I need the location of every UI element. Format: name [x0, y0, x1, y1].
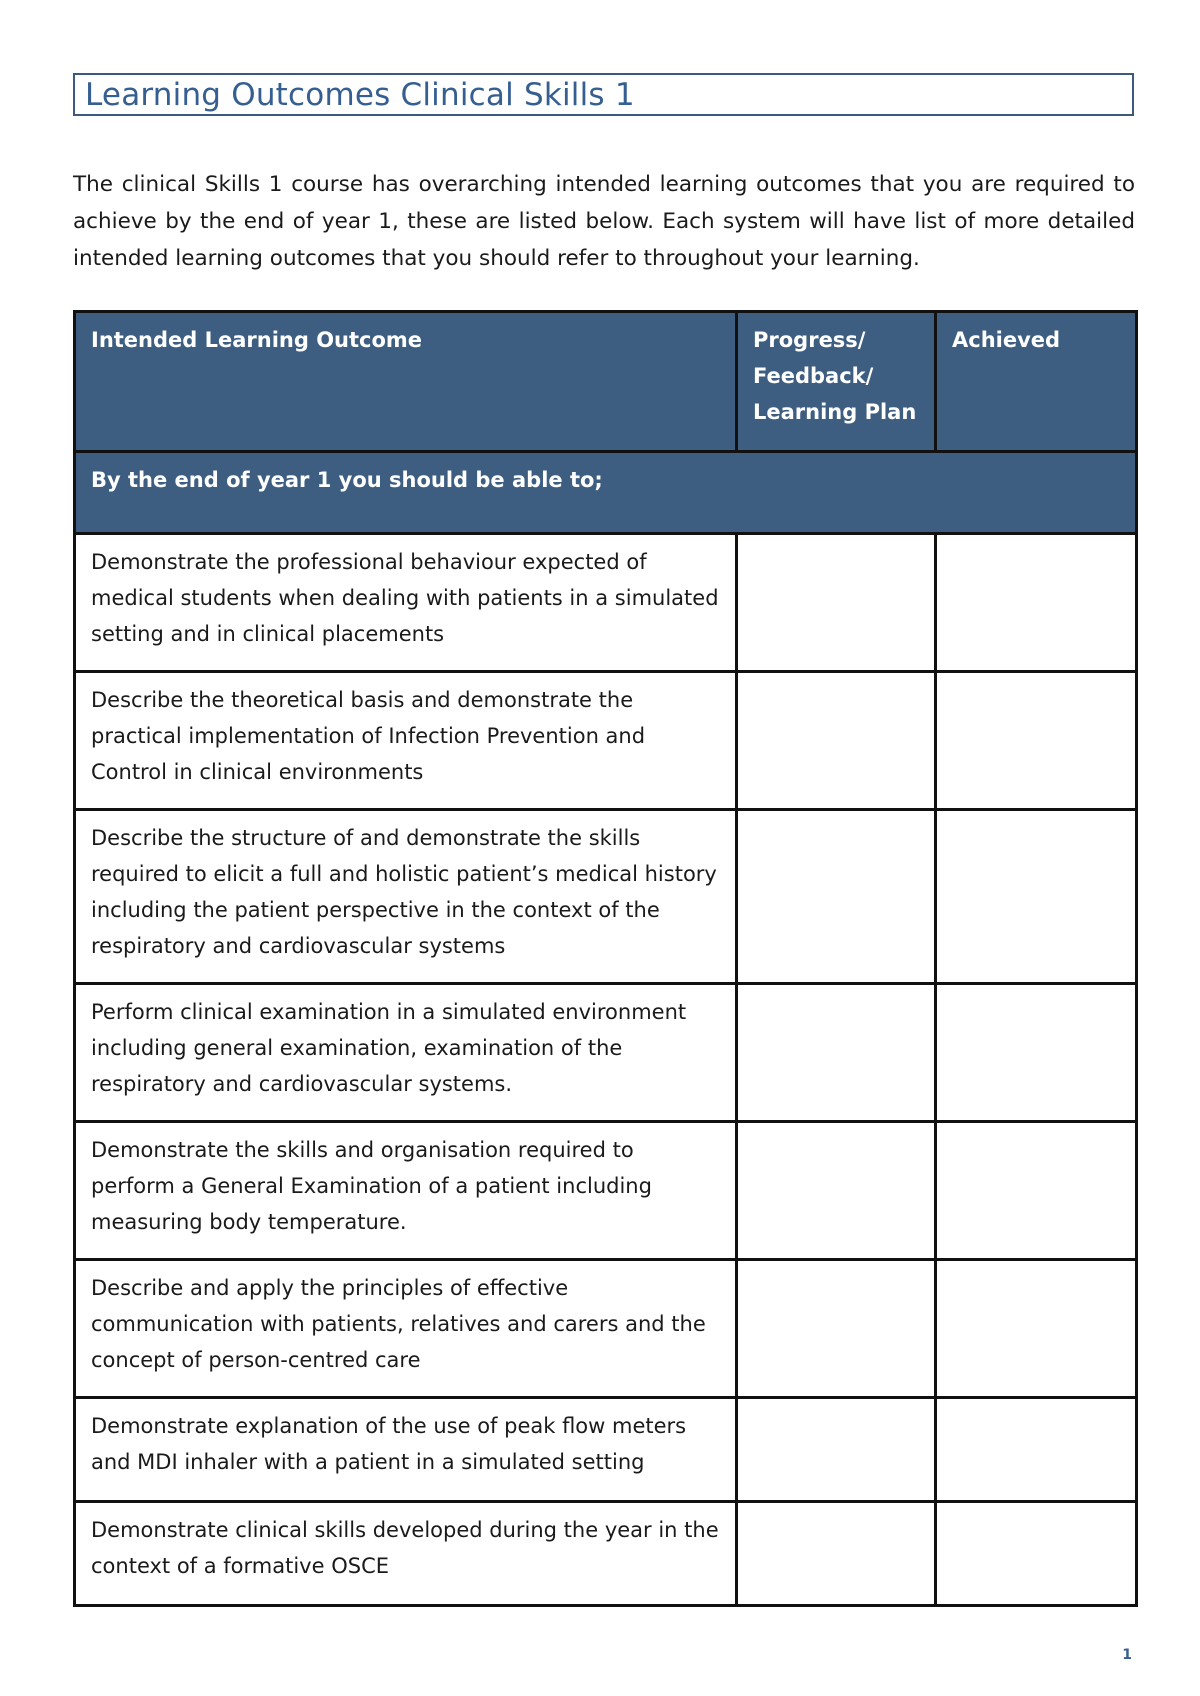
table-row [75, 984, 1137, 1122]
title-box [73, 73, 1134, 116]
table-row [75, 1122, 1137, 1260]
achieved-cell[interactable] [936, 984, 1137, 1122]
achieved-cell[interactable] [936, 1398, 1137, 1502]
progress-cell[interactable] [737, 810, 936, 984]
header-achieved: Achieved [936, 312, 1137, 452]
table-row [75, 672, 1137, 810]
progress-cell[interactable] [737, 1260, 936, 1398]
achieved-cell[interactable] [936, 1260, 1137, 1398]
achieved-cell[interactable] [936, 1502, 1137, 1606]
page-number: 1 [1122, 1647, 1132, 1663]
outcome-cell: Demonstrate explanation of the use of peak flow meters and MDI inhaler with a patient in a simulated setting [75, 1398, 737, 1502]
table-row [75, 1398, 1137, 1502]
outcome-cell: Perform clinical examination in a simulated environment including general examination, examination of the respiratory and cardiovascular systems. [75, 984, 737, 1122]
table-subheader-row [75, 452, 1137, 534]
outcome-cell: Demonstrate the skills and organisation required to perform a General Examination of a patient including measuring body temperature. [75, 1122, 737, 1260]
page-title: Learning Outcomes Clinical Skills 1 [85, 76, 635, 113]
table-row [75, 1260, 1137, 1398]
progress-cell[interactable] [737, 672, 936, 810]
header-progress: Progress/ Feedback/ Learning Plan [737, 312, 936, 452]
achieved-cell[interactable] [936, 672, 1137, 810]
subheader-cell: By the end of year 1 you should be able to; [75, 452, 1137, 534]
progress-cell[interactable] [737, 984, 936, 1122]
table-row [75, 1502, 1137, 1606]
header-outcome: Intended Learning Outcome [75, 312, 737, 452]
achieved-cell[interactable] [936, 810, 1137, 984]
progress-cell[interactable] [737, 534, 936, 672]
outcome-cell: Demonstrate clinical skills developed during the year in the context of a formative OSCE [75, 1502, 737, 1606]
outcome-cell: Describe and apply the principles of effective communication with patients, relatives and carers and the concept of person-centred care [75, 1260, 737, 1398]
achieved-cell[interactable] [936, 534, 1137, 672]
intro-paragraph: The clinical Skills 1 course has overarching intended learning outcomes that you are required to achieve by the end of year 1, these are listed below. Each system will have list of more detailed intended learning outcomes that you should refer to throughout your learning. [73, 172, 1135, 271]
outcome-cell: Demonstrate the professional behaviour expected of medical students when dealing with patients in a simulated setting and in clinical placements [75, 534, 737, 672]
progress-cell[interactable] [737, 1122, 936, 1260]
progress-cell[interactable] [737, 1502, 936, 1606]
learning-outcomes-table [73, 310, 1138, 1607]
table-row [75, 810, 1137, 984]
outcome-cell: Describe the structure of and demonstrate the skills required to elicit a full and holistic patient’s medical history including the patient perspective in the context of the respiratory and cardiovascular systems [75, 810, 737, 984]
table-row [75, 534, 1137, 672]
outcome-cell: Describe the theoretical basis and demonstrate the practical implementation of Infection Prevention and Control in clinical environments [75, 672, 737, 810]
table-header-row [75, 312, 1137, 452]
progress-cell[interactable] [737, 1398, 936, 1502]
achieved-cell[interactable] [936, 1122, 1137, 1260]
